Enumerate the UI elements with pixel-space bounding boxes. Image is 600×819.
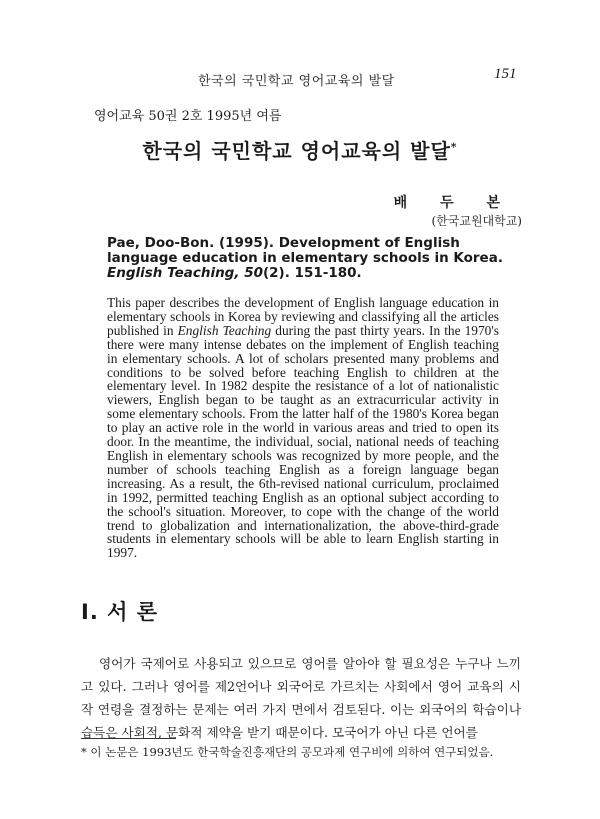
author-name: 배 두 본: [393, 195, 514, 211]
title-footnote-marker: *: [450, 140, 458, 154]
journal-info: 영어교육 50권 2호 1995년 여름: [94, 109, 282, 124]
citation-volume: 50: [244, 265, 263, 281]
article-title: [0, 135, 600, 164]
running-head-title: 한국의 국민학교 영어교육의 발달: [198, 74, 395, 89]
body-text: [81, 652, 521, 744]
abstract-paragraph: [107, 296, 499, 560]
abstract-text-part1: This paper describes the development of English language education in elementary schools in Korea by reviewing and classifying all the articles published in: [107, 295, 499, 338]
footnote-text: 이 논문은 1993년도 한국학술진흥재단의 공모과제 연구비에 의하여 연구되었음.: [86, 745, 494, 759]
citation-authors: Pae, Doo-Bon. (1995). Development of English language education in elementary schools in Korea.: [107, 235, 503, 266]
footnote-marker: *: [81, 745, 87, 759]
abstract-journal-name: English Teaching: [177, 322, 272, 338]
page-number: 151: [494, 66, 517, 82]
abstract-text-part2: during the past thirty years. In the 1970's there were many intense debates on the implement of English teaching in elementary schools. A lot of scholars presented many problems and conditions to be solved before teaching English to children at the elementary level. In 1982 despite the resistance of a lot of nationalistic viewers, English began to be taught as an extracurricular activity in some elementary schools. From the latter half of the 1980's Korea began to play an active role in the world in various areas and tried to open its door. In the meantime, the individual, social, national needs of teaching English in elementary schools was recognized by more people, and the number of schools teaching English as a foreign language began increasing. As a result, the 6th-revised national curriculum, proclaimed in 1992, permitted teaching English as an optional subject according to the school's situation. Moreover, to cope with the change of the world trend to globalization and internationalization, the above-third-grade students in elementary schools will be able to learn English starting in 1997.: [107, 322, 500, 561]
body-paragraph: 영어가 국제어로 사용되고 있으므로 영어를 알아야 할 필요성은 누구나 느끼고 있다. 그러나 영어를 제2언어나 외국어로 가르치는 사회에서 영어 교육의 시작 연령을 결정하는 문제는 여러 가지 면에서 검토된다. 이는 외국어의 학습이나 습득은 사회적, 문화적 제약을 받기 때문이다. 모국어가 아닌 다른 언어를: [81, 656, 521, 740]
abstract: [107, 296, 499, 560]
article-title-text: 한국의 국민학교 영어교육의 발달: [142, 139, 451, 163]
author-affiliation: (한국교원대학교): [431, 214, 522, 228]
section-heading-introduction: I. 서 론: [81, 600, 158, 624]
footnote: [81, 744, 493, 760]
citation-block: [107, 236, 527, 281]
citation-issue-pages: (2). 151-180.: [262, 265, 362, 281]
footnote-divider: [81, 738, 176, 739]
citation-journal: English Teaching,: [107, 265, 240, 281]
